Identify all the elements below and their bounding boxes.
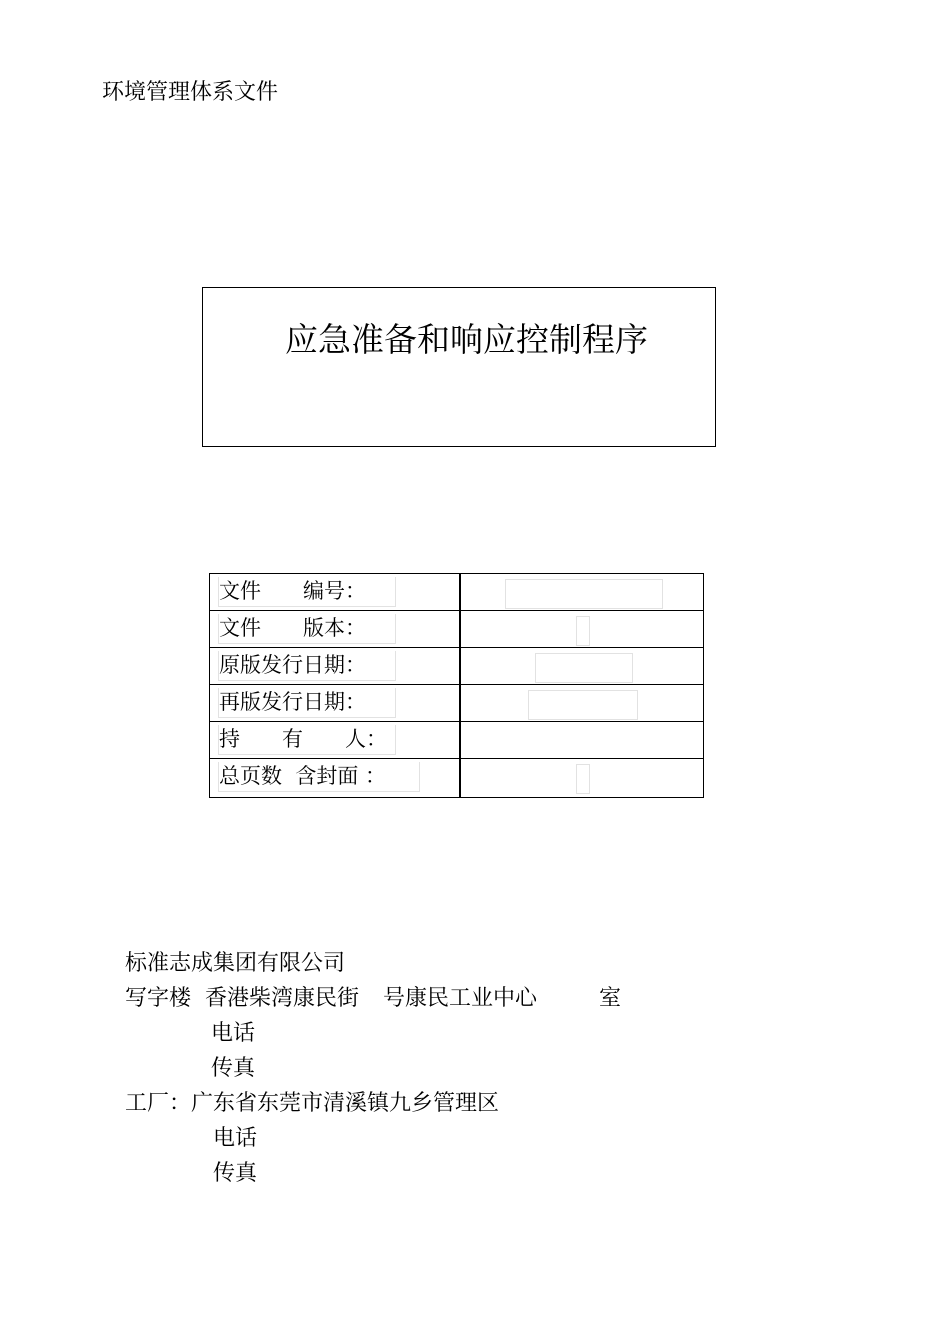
document-info-table xyxy=(209,573,704,798)
office-address-part3: 室 xyxy=(599,986,622,1011)
office-label: 写字楼 xyxy=(125,986,192,1011)
document-series-header: 环境管理体系文件 xyxy=(102,80,279,105)
holder-value[interactable] xyxy=(510,727,660,757)
doc-number-label: 文件 编号： xyxy=(218,577,396,607)
doc-number-value[interactable] xyxy=(505,579,663,609)
title-box xyxy=(202,287,716,447)
doc-version-label: 文件 版本： xyxy=(218,614,396,644)
office-phone-label: 电话 xyxy=(211,1021,256,1046)
office-address-part2: 号康民工业中心 xyxy=(383,986,538,1011)
original-issue-date-label: 原版发行日期： xyxy=(218,651,396,681)
table-row-original-issue-date xyxy=(210,648,703,685)
table-row-doc-number xyxy=(210,574,703,611)
factory-phone-label: 电话 xyxy=(213,1126,258,1151)
table-row-reissue-date xyxy=(210,685,703,722)
factory-address-line xyxy=(125,1086,621,1121)
total-pages-value[interactable] xyxy=(576,764,590,794)
office-address-line xyxy=(125,981,621,1016)
company-name: 标准志成集团有限公司 xyxy=(125,951,346,976)
office-address-part1: 香港柴湾康民街 xyxy=(205,986,360,1011)
holder-label: 持 有 人： xyxy=(218,725,396,755)
factory-fax-label: 传真 xyxy=(213,1161,258,1186)
factory-address: 广东省东莞市清溪镇九乡管理区 xyxy=(191,1091,500,1116)
table-row-total-pages xyxy=(210,759,703,796)
table-row-holder xyxy=(210,722,703,759)
factory-label: 工厂： xyxy=(125,1091,192,1116)
original-issue-date-value[interactable] xyxy=(535,653,633,683)
reissue-date-label: 再版发行日期： xyxy=(218,688,396,718)
office-fax-label: 传真 xyxy=(211,1056,256,1081)
doc-version-value[interactable] xyxy=(576,616,590,646)
document-title: 应急准备和响应控制程序 xyxy=(285,320,648,359)
company-contact-block xyxy=(125,946,621,1191)
total-pages-label: 总页数 含封面 ： xyxy=(218,762,420,792)
table-row-doc-version xyxy=(210,611,703,648)
reissue-date-value[interactable] xyxy=(528,690,638,720)
